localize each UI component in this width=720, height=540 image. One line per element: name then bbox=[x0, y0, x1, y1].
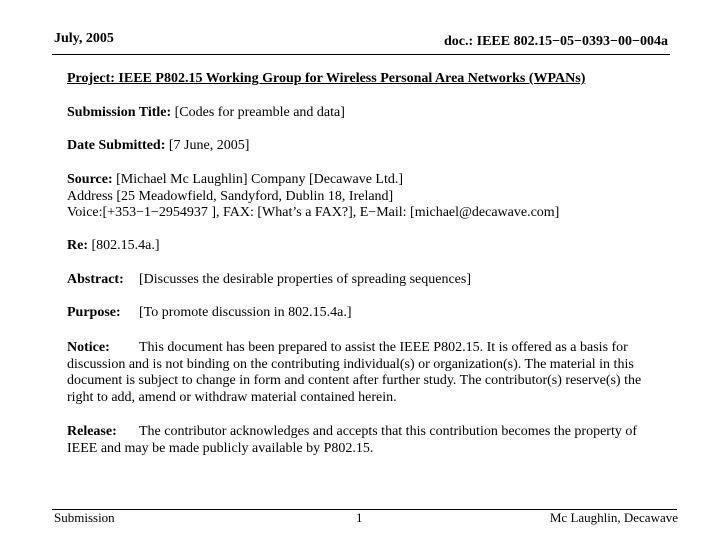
date-submitted-label: Date Submitted: bbox=[67, 138, 166, 153]
submission-title-label: Submission Title: bbox=[67, 105, 172, 120]
re-value: [802.15.4a.] bbox=[91, 238, 160, 253]
re-line bbox=[67, 238, 657, 255]
notice-text-3: document is subject to change in form and content after further study. The contributor(s) reserve(s) the bbox=[67, 373, 642, 388]
project-line: Project: IEEE P802.15 Working Group for Wireless Personal Area Networks (WPANs) bbox=[67, 71, 586, 86]
source-address: Address [25 Meadowfield, Sandyford, Dublin 18, Ireland] bbox=[67, 188, 394, 204]
footer-submission: Submission bbox=[54, 510, 115, 525]
purpose-line bbox=[67, 305, 657, 322]
purpose-label: Purpose: bbox=[67, 305, 121, 320]
release-label: Release: bbox=[67, 424, 117, 439]
source-name: [Michael Mc Laughlin] Company [Decawave Ltd.] bbox=[116, 172, 404, 187]
abstract-label: Abstract: bbox=[67, 272, 124, 287]
footer-author: Mc Laughlin, Decawave bbox=[549, 510, 678, 525]
release-block bbox=[67, 424, 657, 457]
notice-text-4: right to add, amend or withdraw material contained herein. bbox=[67, 389, 397, 405]
release-text-1: The contributor acknowledges and accepts that this contribution becomes the property of bbox=[139, 424, 638, 439]
abstract-value: [Discusses the desirable properties of spreading sequences] bbox=[139, 272, 472, 287]
submission-title-value: [Codes for preamble and data] bbox=[174, 105, 345, 120]
notice-text-2: discussion and is not binding on the contributing individual(s) or organization(s). The material in this bbox=[67, 356, 634, 372]
notice-line-1 bbox=[67, 340, 657, 357]
notice-block bbox=[67, 340, 657, 406]
release-text-2: IEEE and may be made publicly available by P802.15. bbox=[67, 440, 374, 456]
date-submitted bbox=[67, 138, 657, 155]
footer-page-number: 1 bbox=[356, 510, 363, 525]
source-block bbox=[67, 172, 657, 222]
header-doc-id: doc.: IEEE 802.15−05−0393−00−004a bbox=[443, 34, 668, 49]
notice-text-1: This document has been prepared to assist the IEEE P802.15. It is offered as a basis for bbox=[139, 340, 628, 355]
header-date: July, 2005 bbox=[54, 31, 114, 46]
notice-label: Notice: bbox=[67, 340, 110, 355]
re-label: Re: bbox=[67, 238, 88, 253]
purpose-value: [To promote discussion in 802.15.4a.] bbox=[139, 305, 352, 320]
source-contact: Voice:[+353−1−2954937 ], FAX: [What’s a FAX?], E−Mail: [michael@decawave.com] bbox=[67, 205, 560, 220]
date-submitted-value: [7 June, 2005] bbox=[168, 138, 250, 153]
submission-title bbox=[67, 105, 657, 122]
release-line-1 bbox=[67, 424, 657, 441]
abstract-line bbox=[67, 272, 657, 289]
source-line-1 bbox=[67, 172, 657, 189]
source-label: Source: bbox=[67, 172, 113, 187]
header-divider bbox=[52, 54, 670, 55]
